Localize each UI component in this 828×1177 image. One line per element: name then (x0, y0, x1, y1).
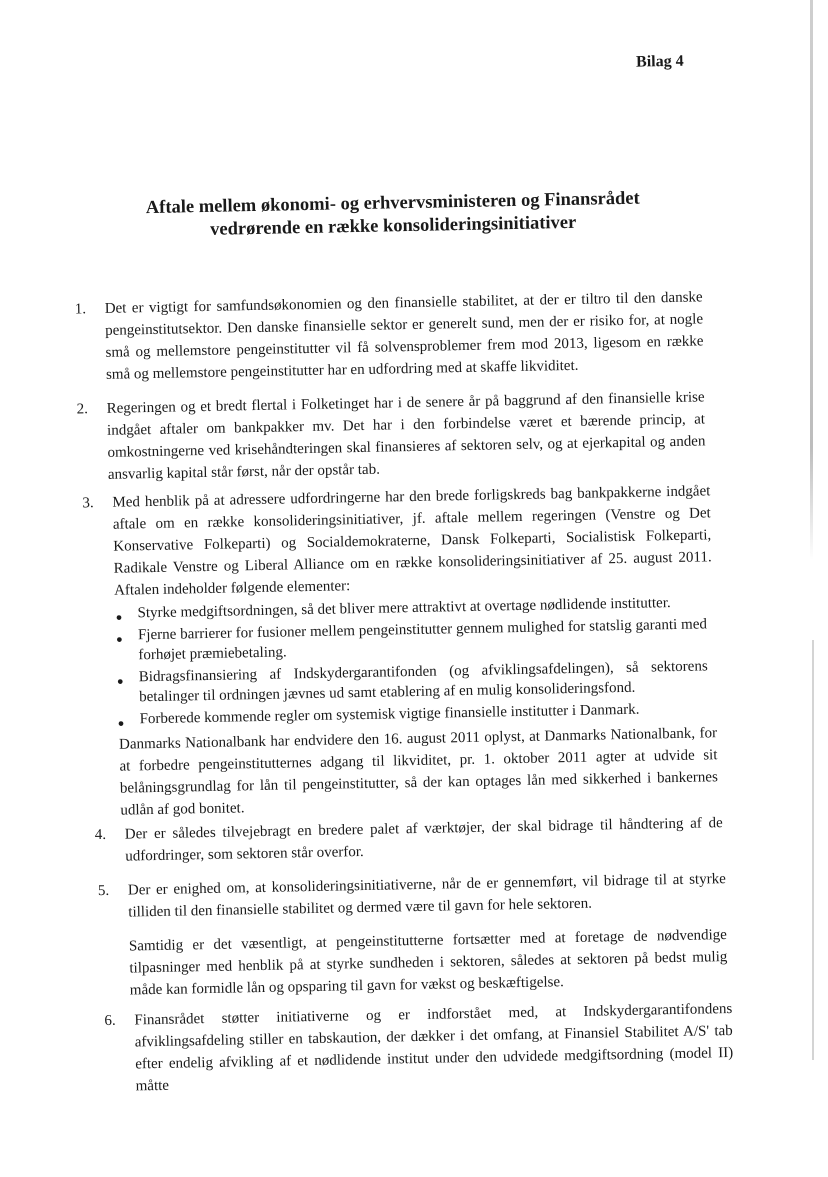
paragraph-text: Med henblik på at adressere udfordringerne har den brede forligskreds bag bankpakkerne indgået aftale om en række konsolideringsinitiativer, jf. aftale mellem regeringen (Venstre og Det Konservative Folkeparti) og Socialdemokraterne, Dansk Folkeparti, Socialistisk Folkeparti, Radikale Venstre og Liberal Alliance om en række konsolideringsinitiativer af 25. august 2011. Aftalen indeholder følgende elementer: (112, 483, 712, 599)
paragraph-text: Finansrådet støtter initiativerne og er indforstået med, at Indskydergarantifondens afviklingsafdeling stiller en tabskaution, der dækker i det omfang, at Finansiel Stabilitet A/S' tab efter endelig afvikling af et nødlidende institut under den udvidede medgiftsordning (model II) måtte (134, 1000, 734, 1095)
elements-list (112, 592, 708, 731)
document-title (113, 187, 674, 244)
title-line-1: Aftale mellem økonomi- og erhvervsministeren og Finansrådet (145, 188, 640, 219)
paragraph-number: 6. (104, 1012, 116, 1030)
paragraph-2 (76, 386, 706, 486)
list-item-text: Styrke medgiftsordningen, så det bliver mere attraktivt at overtage nødlidende institutter. (137, 595, 671, 622)
paragraph-5 (98, 868, 727, 924)
paragraph-text: Der er enighed om, at konsolideringsinitiativerne, når de er gennemført, vil bidrage til at styrke tilliden til den finansielle stabilitet og dermed være til gavn for hele sektoren. (127, 871, 726, 921)
paragraph-text: Der er således tilvejebragt en bredere palet af værktøjer, der skal bidrage til håndtering af de udfordringer, som sektoren står overfor. (124, 815, 723, 865)
nationalbank-paragraph: Danmarks Nationalbank har endvidere den 16. august 2011 oplyst, at Danmarks Nationalbank, for at forbedre pengeinstitutternes adgang til likviditet, pr. 1. oktober 2011 agter at udvide sit belåningsgrundlag for lån til pengeinstitutter, så der kan optages lån med sikkerhed i bankernes udlån af god bonitet. (118, 725, 718, 819)
paragraph-text: Det er vigtigt for samfundsøkonomien og den finansielle stabilitet, at der er tiltro til den danske pengeinstitutsektor. Den danske finansielle sektor er generelt sund, men der er risiko for, at nogle små og mellemstore pengeinstitutter vil få solvensproblemer frem mod 2013, ligesom en række små og mellemstore pengeinstitutter har en udfordring med at skaffe likviditet. (104, 289, 704, 383)
paragraph-number: 1. (74, 301, 87, 318)
paragraph-6 (104, 998, 734, 1098)
paragraph-number: 2. (76, 401, 89, 418)
title-line-2: vedrørende en række konsolideringsinitiativer (210, 212, 577, 240)
samtidig-paragraph: Samtidig er det væsentligt, at pengeinstitutterne fortsætter med at foretage de nødvendige tilpasninger med henblik på at styrke sundheden i sektoren, således at sektoren på bedst mulig måde kan formidle lån og opsparing til gavn for vækst og beskæftigelse. (128, 927, 728, 999)
paragraph-number: 5. (97, 882, 110, 900)
bullet-icon: ● (115, 611, 123, 624)
list-item-text: Forberede kommende regler om systemisk vigtige finansielle institutter i Danmark. (139, 701, 640, 728)
list-item-text: Fjerne barrierer for fusioner mellem pengeinstitutter gennem mulighed for statslig garanti med forhøjet præmiebetaling. (137, 616, 708, 664)
bullet-icon: ● (117, 717, 125, 730)
paragraph-number: 4. (94, 826, 107, 844)
annex-label: Bilag 4 (635, 52, 684, 71)
list-item-text: Bidragsfinansiering af Indskydergarantifonden (og afviklingsafdelingen), så sektorens betalinger til ordningen jævnes ud samt etablering af en mulig konsolideringsfond. (138, 658, 708, 706)
paragraph-3 (82, 480, 712, 602)
bullet-icon: ● (115, 633, 123, 646)
paragraph-4 (95, 812, 724, 868)
paragraph-1 (75, 286, 705, 386)
paragraph-text: Regeringen og et bredt flertal i Folketinget har i de senere år på baggrund af den finansielle krise indgået aftaler om bankpakker mv. Det har i den forbindelse været et bærende princip, at omkostningerne ved krisehåndteringen skal finansieres af sektoren selv, og at ejerkapital og anden ansvarlig kapital står først, når der opstår tab. (106, 389, 706, 483)
bullet-icon: ● (116, 675, 124, 688)
paragraph-number: 3. (82, 495, 94, 512)
